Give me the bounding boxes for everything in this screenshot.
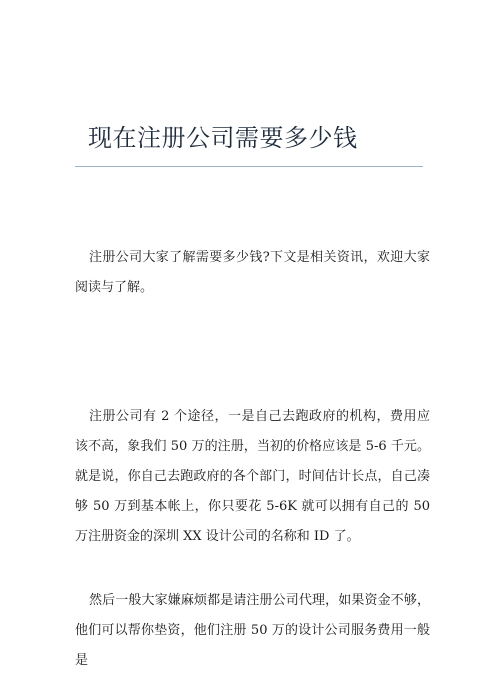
paragraph-self-register: 注册公司有 2 个途径，一是自己去跑政府的机构，费用应该不高，象我们 50 万的注册，当初的价格应该是 5-6 千元。就是说，你自己去跑政府的各个部门，时间估计长点，自己凑够 50 万到基本帐上，你只要花 5-6K 就可以拥有自己的 50 万注册资金的深圳 XX 设计公司的名称和 ID 了。 [75,409,430,544]
paragraph-intro: 注册公司大家了解需要多少钱?下文是相关资讯，欢迎大家阅读与了解。 [75,250,430,295]
document-title: 现在注册公司需要多少钱 [88,124,358,152]
title-divider [75,166,423,167]
paragraph-agent: 然后一般大家嫌麻烦都是请注册公司代理，如果资金不够，他们可以帮你垫资，他们注册 50 万的设计公司服务费用一般是 [75,593,430,668]
